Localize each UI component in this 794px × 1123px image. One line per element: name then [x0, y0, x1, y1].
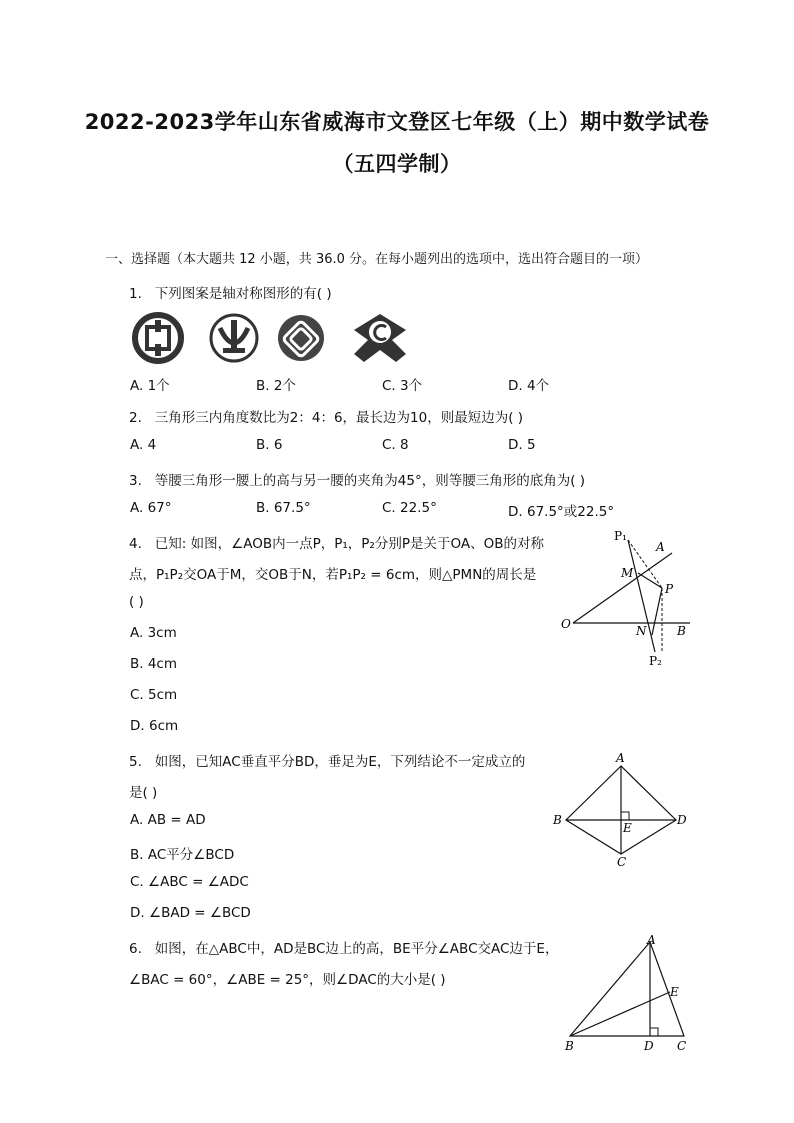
label-d: D [644, 1039, 654, 1053]
label-e: E [670, 985, 679, 999]
label-e: E [623, 821, 632, 835]
option-a: A. 3cm [130, 625, 177, 641]
label-b: B [677, 624, 686, 638]
page-subtitle: （五四学制） [332, 152, 462, 176]
label-m: M [621, 566, 634, 580]
question-text: 等腰三角形一腰上的高与另一腰的夹角为45°，则等腰三角形的底角为( ) [154, 473, 586, 489]
option-c: C. 5cm [130, 687, 178, 703]
label-p: P [665, 582, 674, 596]
question-text-line1: 如图，已知AC垂直平分BD，垂足为E，下列结论不一定成立的 [154, 754, 526, 770]
question-number: 1. [129, 286, 142, 302]
label-p2: P₂ [649, 654, 662, 668]
option-d: D. 5 [508, 437, 536, 453]
question-text: 下列图案是轴对称图形的有( ) [154, 286, 332, 302]
question-number: 5. [129, 754, 142, 770]
question-5-figure [550, 750, 695, 870]
option-b: B. 6 [256, 437, 283, 453]
option-a: A. AB = AD [130, 812, 206, 828]
question-3 [129, 469, 585, 489]
option-c: C. 22.5° [382, 500, 437, 516]
option-a: A. 1个 [130, 378, 170, 394]
question-4-figure [555, 525, 700, 675]
section-heading: 一、选择题（本大题共 12 小题，共 36.0 分。在每小题列出的选项中，选出符合题目的一项） [105, 252, 649, 267]
option-b: B. 4cm [130, 656, 178, 672]
question-2 [129, 406, 523, 426]
option-b: B. AC平分∠BCD [130, 847, 235, 863]
label-o: O [561, 617, 571, 631]
option-d: D. 6cm [130, 718, 179, 734]
option-b: B. 67.5° [256, 500, 311, 516]
option-c: C. ∠ABC = ∠ADC [130, 874, 249, 890]
page-title: 2022-2023学年山东省威海市文登区七年级（上）期中数学试卷 [84, 110, 710, 134]
question-text-line2: 是( ) [129, 785, 158, 801]
question-text-line3: ( ) [129, 594, 144, 610]
option-a: A. 67° [130, 500, 172, 516]
option-d: D. 67.5°或22.5° [508, 504, 615, 520]
label-c: C [677, 1039, 687, 1053]
label-a: A [616, 751, 625, 765]
label-b: B [565, 1039, 574, 1053]
label-n: N [636, 624, 647, 638]
question-4 [129, 532, 544, 552]
option-c: C. 3个 [382, 378, 423, 394]
bank-logo-2-icon [211, 315, 257, 361]
question-number: 6. [129, 941, 142, 957]
question-number: 4. [129, 536, 142, 552]
question-text-line1: 如图，在△ABC中，AD是BC边上的高，BE平分∠ABC交AC边于E， [154, 941, 559, 957]
option-d: D. 4个 [508, 378, 550, 394]
label-b: B [553, 813, 562, 827]
question-1-logos [130, 310, 430, 365]
question-text-line2: 点，P₁P₂交OA于M，交OB于N，若P₁P₂ = 6cm，则△PMN的周长是 [129, 567, 537, 583]
question-text: 三角形三内角度数比为2：4：6，最长边为10，则最短边为( ) [154, 410, 524, 426]
bank-logo-1-icon [135, 315, 181, 361]
option-d: D. ∠BAD = ∠BCD [130, 905, 251, 921]
label-a: A [647, 933, 656, 947]
label-c: C [617, 855, 627, 869]
question-6-figure [560, 930, 700, 1060]
question-1 [129, 282, 332, 302]
question-text-line1: 已知: 如图，∠AOB内一点P，P₁，P₂分别P是关于OA、OB的对称 [154, 536, 544, 552]
bank-logo-4-icon [354, 314, 406, 362]
question-6 [129, 937, 558, 957]
option-a: A. 4 [130, 437, 157, 453]
question-number: 2. [129, 410, 142, 426]
question-text-line2: ∠BAC = 60°，∠ABE = 25°，则∠DAC的大小是( ) [129, 972, 446, 988]
label-a: A [656, 540, 665, 554]
label-p1: P₁ [614, 529, 627, 543]
label-d: D [677, 813, 687, 827]
option-c: C. 8 [382, 437, 409, 453]
bank-logo-3-icon [278, 315, 324, 361]
question-number: 3. [129, 473, 142, 489]
option-b: B. 2个 [256, 378, 296, 394]
question-5 [129, 750, 525, 770]
